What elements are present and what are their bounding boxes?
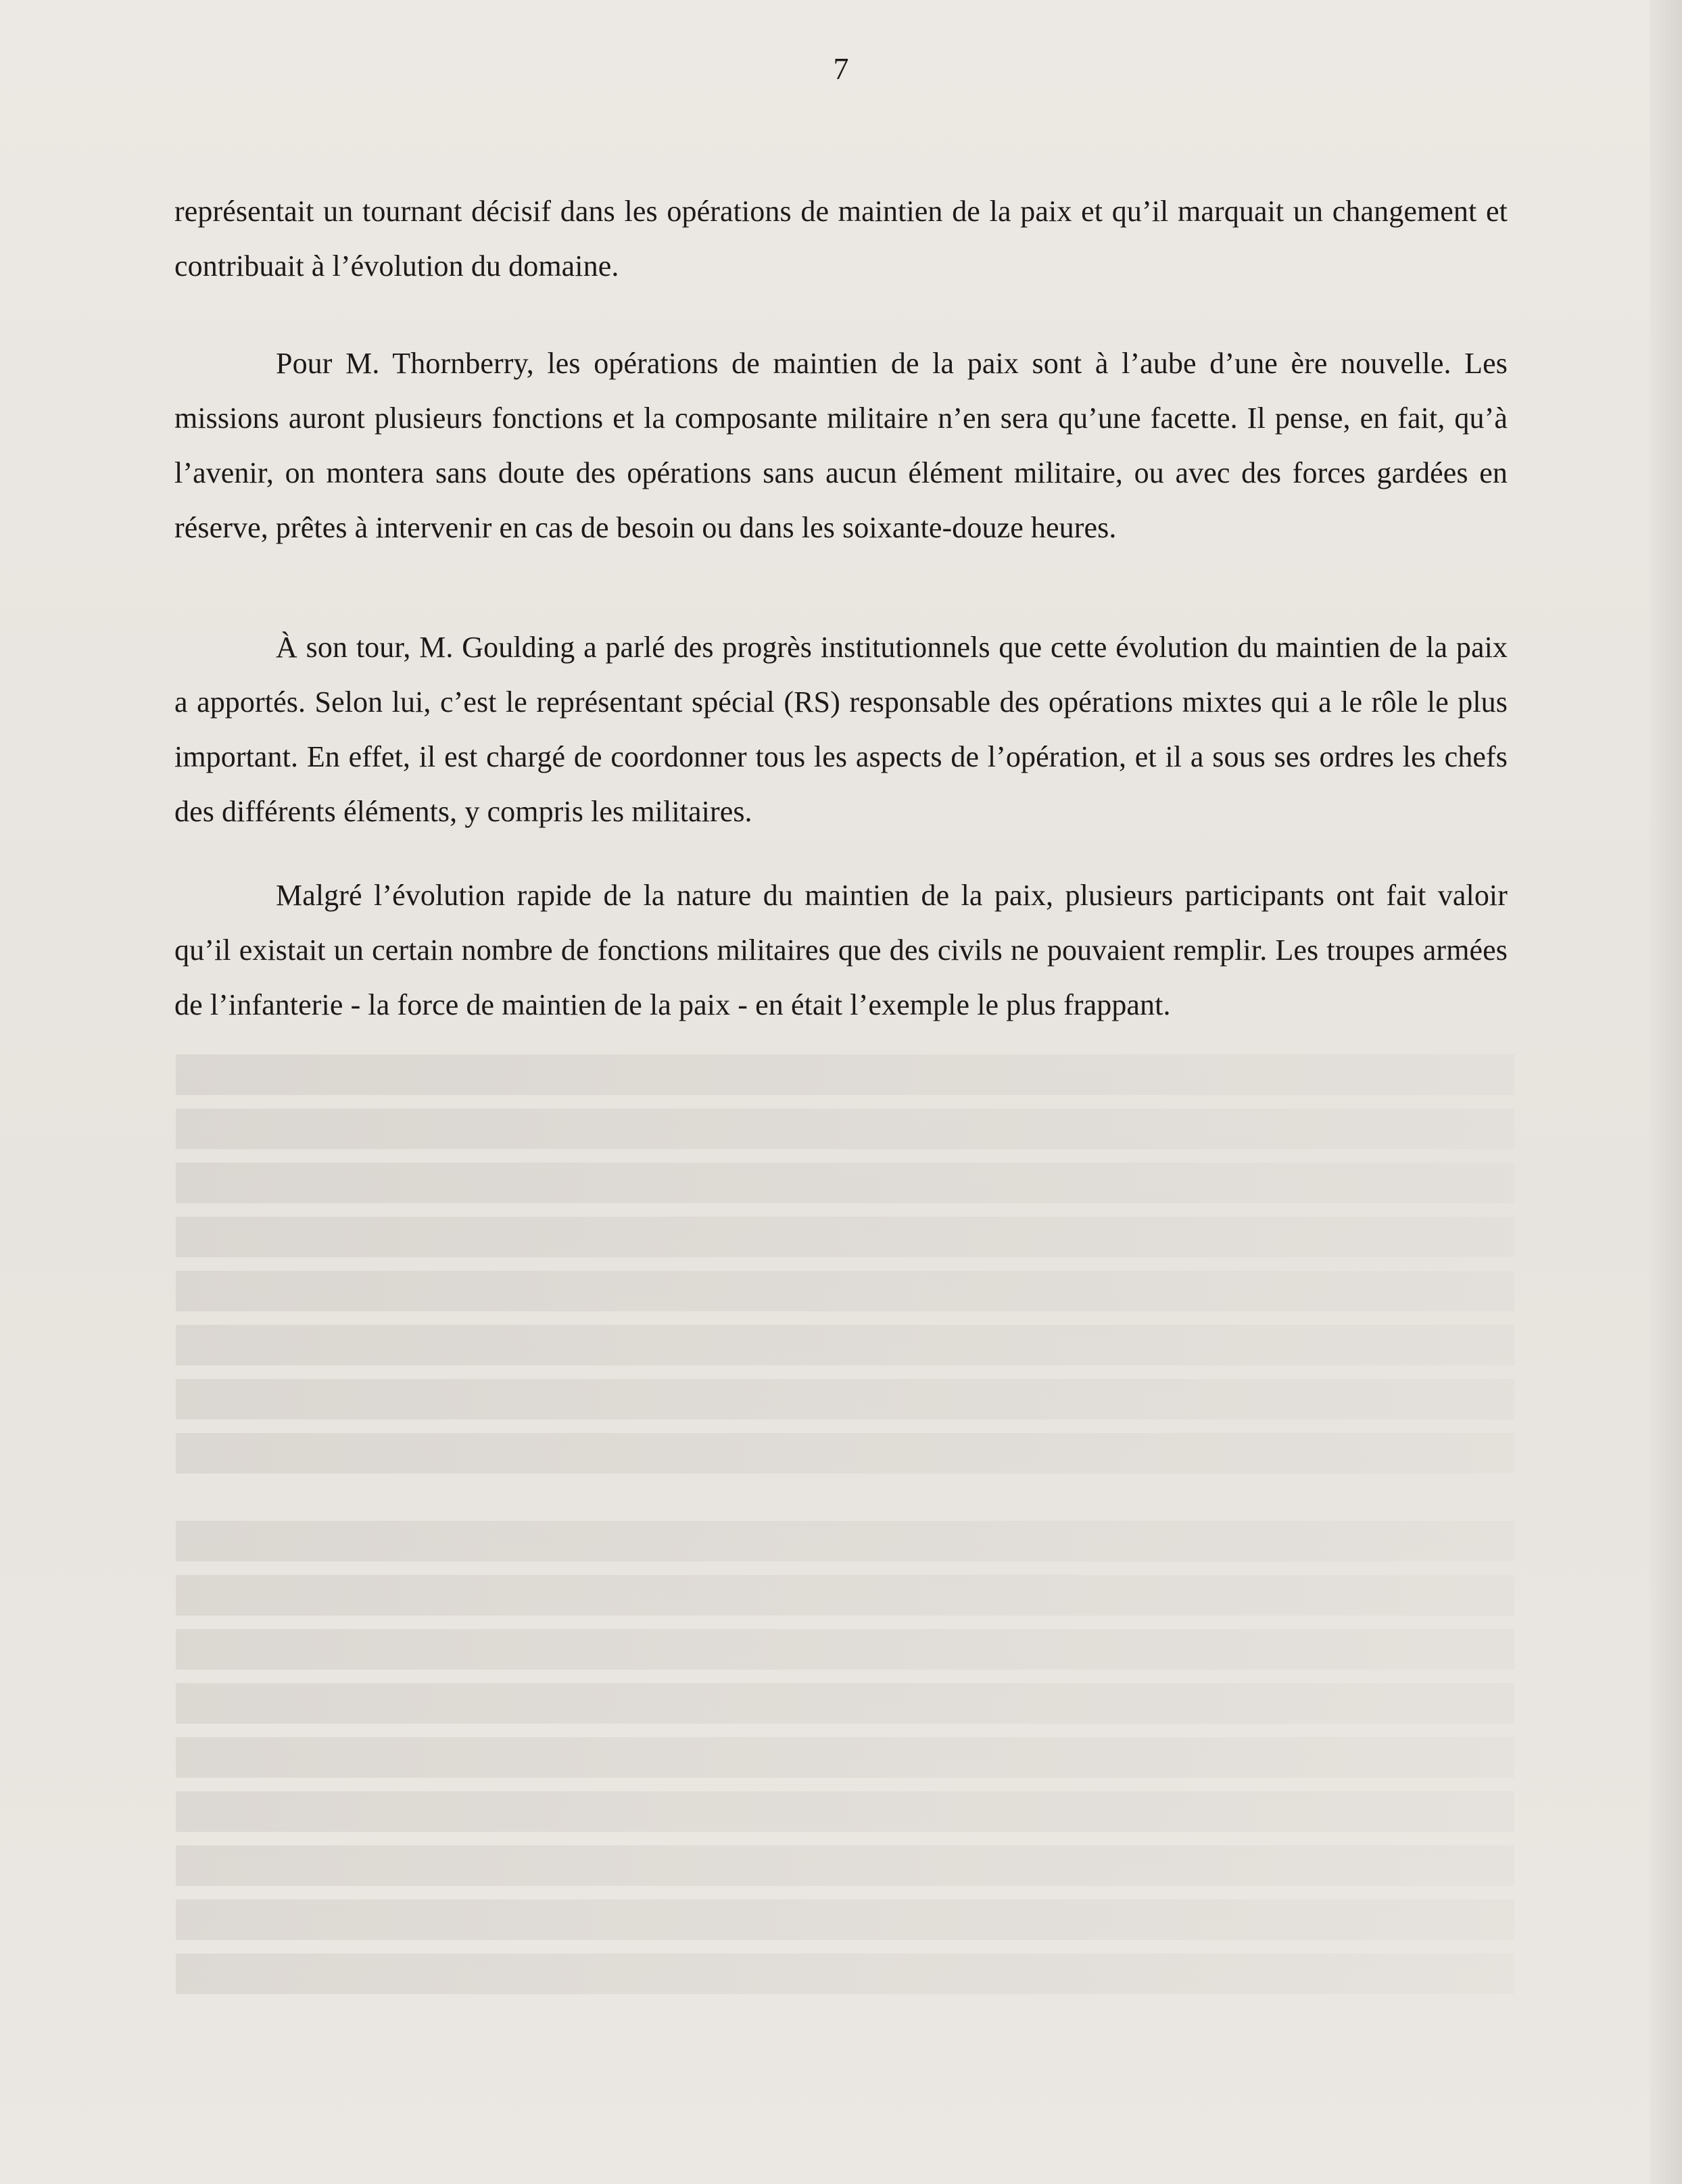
bleed-through-line	[176, 1954, 1514, 1994]
bleed-through-line	[176, 1433, 1514, 1474]
bleed-through-line	[176, 1054, 1514, 1095]
bleed-through-line	[176, 1521, 1514, 1561]
paragraph-2: Pour M. Thornberry, les opérations de maintien de la paix sont à l’aube d’une ère nouvelle. Les missions auront plusieurs fonctions et la composante militaire n’en sera qu’une facette. Il pense, en fait, qu’à l’avenir, on montera sans doute des opérations sans aucun élément militaire, ou avec des forces gardées en réserve, prêtes à intervenir en cas de besoin ou dans les soixante-douze heures.	[174, 347, 1508, 544]
paragraph-3: À son tour, M. Goulding a parlé des progrès institutionnels que cette évolution du maintien de la paix a apportés. Selon lui, c’est le représentant spécial (RS) responsable des opérations mixtes qui a le rôle le plus important. En effet, il est chargé de coordonner tous les aspects de l’opération, et il a sous ses ordres les chefs des différents éléments, y compris les militaires.	[174, 631, 1508, 828]
paragraph-4: Malgré l’évolution rapide de la nature du maintien de la paix, plusieurs participants ont fait valoir qu’il existait un certain nombre de fonctions militaires que des civils ne pouvaient remplir. Les troupes armées de l’infanterie - la force de maintien de la paix - en était l’exemple le plus frappant.	[174, 879, 1508, 1021]
bleed-through-line	[176, 1379, 1514, 1419]
bleed-through-line	[176, 1791, 1514, 1832]
bleed-through-line	[176, 1109, 1514, 1149]
bleed-through-line	[176, 1899, 1514, 1940]
bleed-through-line	[176, 1629, 1514, 1670]
paragraph-1: représentait un tournant décisif dans les opérations de maintien de la paix et qu’il marquait un changement et contribuait à l’évolution du domaine.	[174, 195, 1508, 283]
bleed-through-line	[176, 1845, 1514, 1886]
page-edge-shadow	[1650, 0, 1682, 2184]
bleed-through-line	[176, 1163, 1514, 1203]
bleed-through-line	[176, 1271, 1514, 1311]
body-text	[174, 184, 1508, 1032]
bleed-through-line	[176, 1325, 1514, 1365]
bleed-through-line	[176, 1737, 1514, 1778]
bleed-through-line	[176, 1217, 1514, 1257]
page-number: 7	[833, 51, 849, 86]
bleed-through-line	[176, 1575, 1514, 1616]
bleed-through-line	[176, 1683, 1514, 1724]
